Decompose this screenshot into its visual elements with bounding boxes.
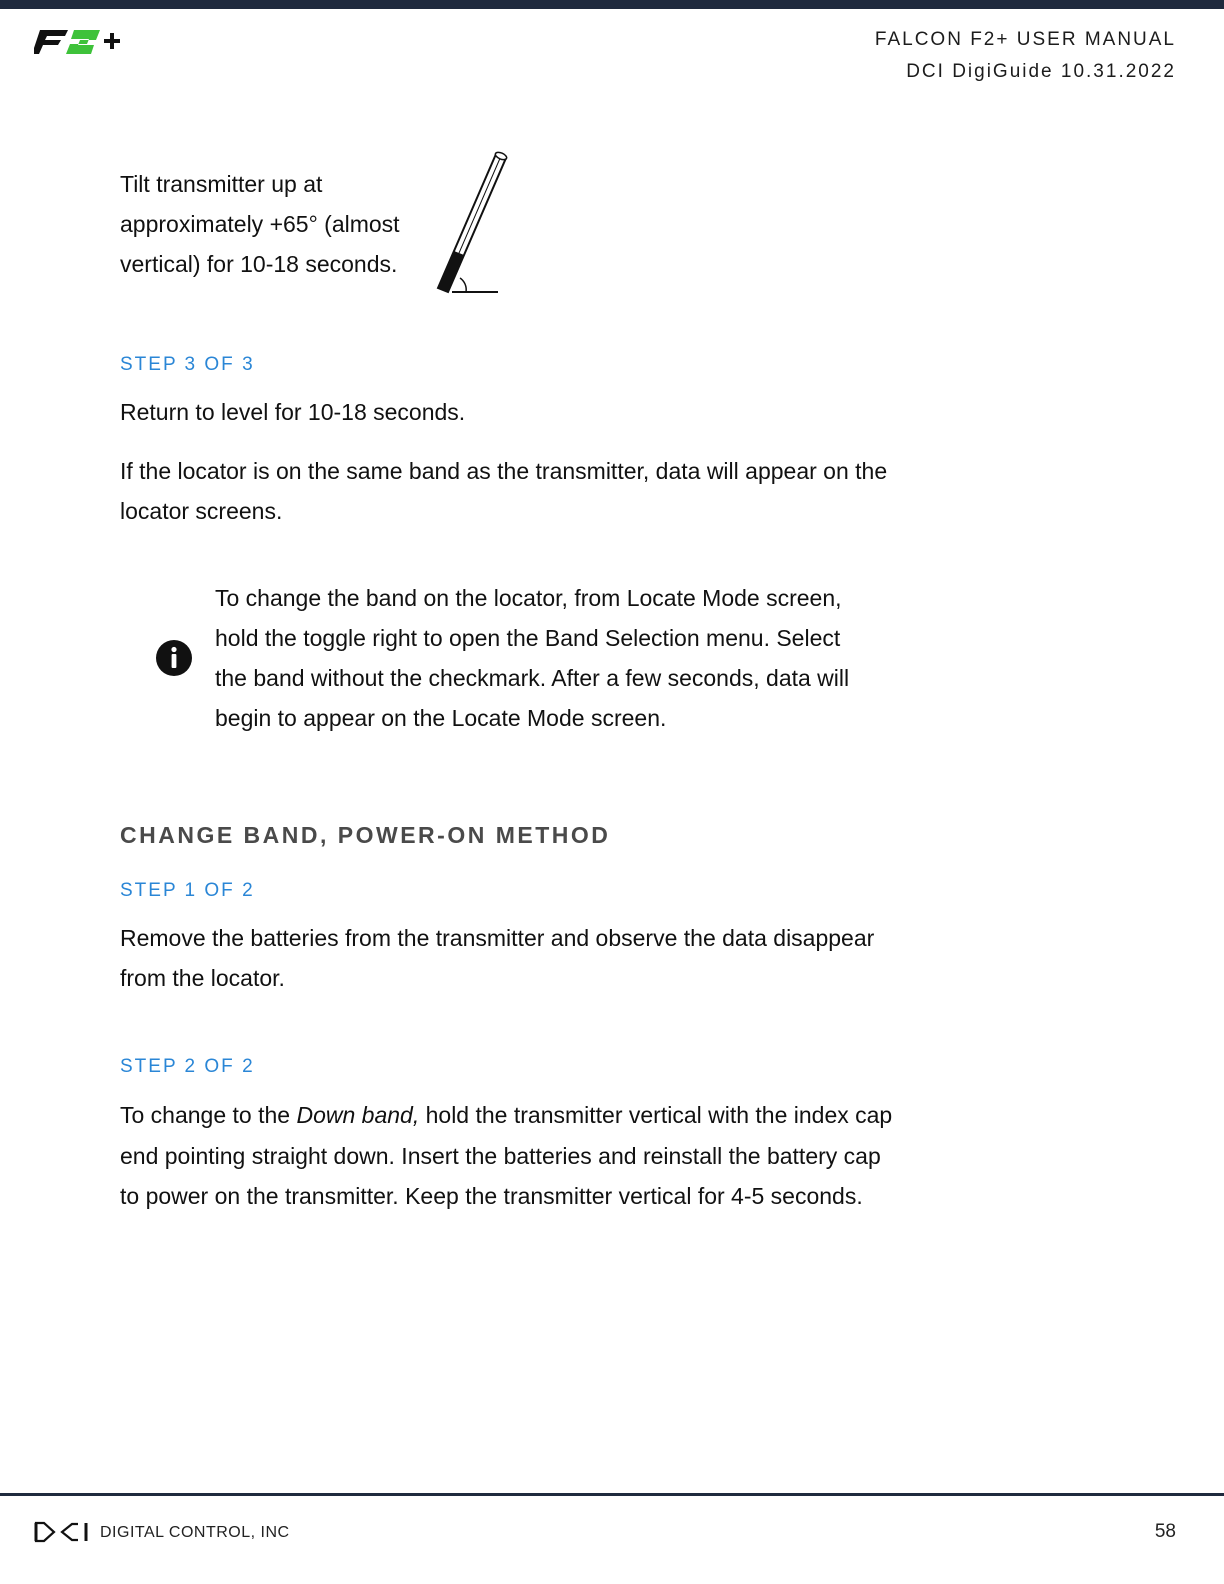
- tilted-transmitter-illustration: [430, 148, 510, 298]
- down-band-emphasis: Down band,: [296, 1102, 420, 1128]
- step-3-text: Return to level for 10-18 seconds.: [120, 399, 466, 425]
- document-header: [875, 24, 1176, 88]
- manual-title: FALCON F2+ USER MANUAL: [874, 29, 1176, 50]
- step-3-of-3-label: STEP 3 OF 3: [120, 354, 255, 375]
- step-2-line-1-post: hold the transmitter vertical with the index cap: [419, 1102, 893, 1128]
- tilt-text-line-2: approximately +65° (almost: [120, 211, 400, 237]
- step-2-line-2: end pointing straight down. Insert the batteries and reinstall the battery cap: [120, 1143, 881, 1169]
- note-line-4: begin to appear on the Locate Mode screen.: [215, 705, 667, 731]
- tilt-text-line-1: Tilt transmitter up at: [120, 171, 323, 197]
- section-title: CHANGE BAND, POWER-ON METHOD: [120, 822, 611, 848]
- tilt-text-line-3: vertical) for 10-18 seconds.: [120, 251, 398, 277]
- step-2-line-3: to power on the transmitter. Keep the transmitter vertical for 4-5 seconds.: [120, 1183, 863, 1209]
- note-line-3: the band without the checkmark. After a few seconds, data will: [215, 665, 850, 691]
- footer-rule: [0, 1493, 1224, 1496]
- step-2-line-1: [120, 1095, 892, 1135]
- step-1-of-2-label: STEP 1 OF 2: [120, 880, 255, 901]
- step-1-line-1: Remove the batteries from the transmitter and observe the data disappear: [120, 925, 875, 951]
- top-bar: [0, 0, 1224, 9]
- step-2-line-1-pre: To change to the: [120, 1102, 297, 1128]
- f2-plus-logo: [34, 24, 124, 60]
- note-line-1: To change the band on the locator, from Locate Mode screen,: [215, 585, 842, 611]
- dci-logo: [34, 1520, 90, 1544]
- same-band-line-2: locator screens.: [120, 498, 283, 524]
- step-2-of-2-label: STEP 2 OF 2: [120, 1056, 255, 1077]
- note-line-2: hold the toggle right to open the Band Selection menu. Select: [215, 625, 841, 651]
- step-1-line-2: from the locator.: [120, 965, 285, 991]
- page-number: 58: [1154, 1521, 1176, 1542]
- info-note: [215, 578, 895, 738]
- footer-company-name: DIGITAL CONTROL, INC: [100, 1524, 290, 1541]
- same-band-line-1: If the locator is on the same band as the transmitter, data will appear on the: [120, 458, 888, 484]
- guide-version: DCI DigiGuide 10.31.2022: [906, 61, 1176, 82]
- info-icon: [155, 639, 193, 677]
